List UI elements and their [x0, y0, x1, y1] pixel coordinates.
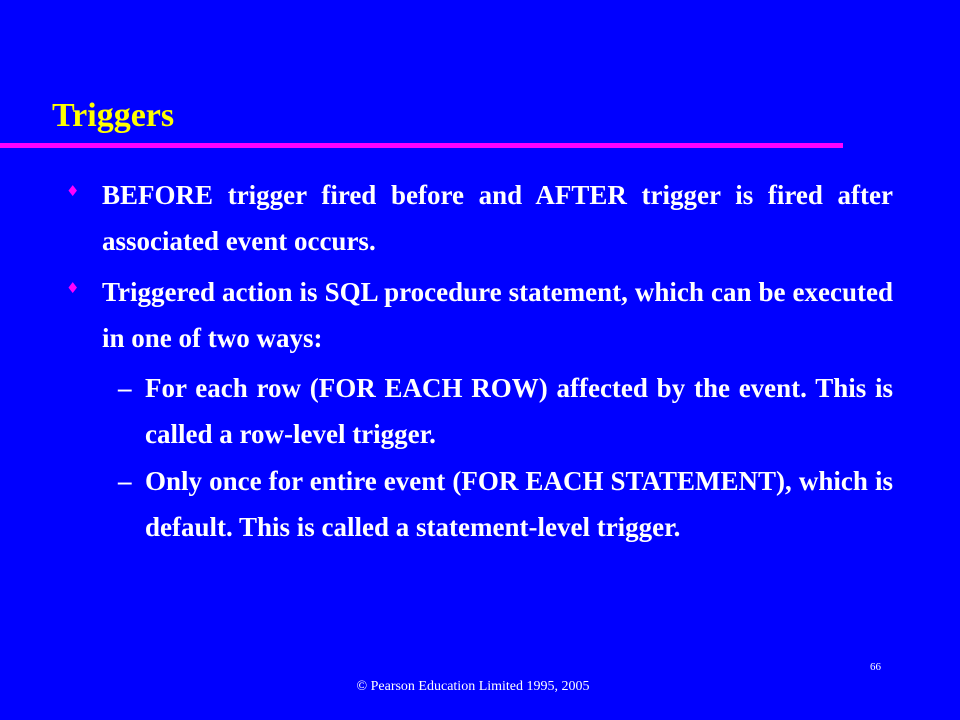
- title-underline: [0, 143, 843, 148]
- diamond-bullet-icon: ♦: [66, 182, 80, 200]
- page-number: 66: [870, 661, 881, 673]
- bullet-item: Triggered action is SQL procedure statement, which can be executed in one of two ways:: [102, 277, 893, 353]
- dash-bullet-icon: –: [118, 466, 132, 496]
- bullet-item: BEFORE trigger fired before and AFTER trigger is fired after associated event occurs.: [102, 180, 893, 256]
- sub-bullet-item: For each row (FOR EACH ROW) affected by the event. This is called a row-level trigger.: [145, 373, 893, 449]
- dash-bullet-icon: –: [118, 373, 132, 403]
- copyright-footer: © Pearson Education Limited 1995, 2005: [356, 679, 590, 694]
- sub-bullet-item: Only once for entire event (FOR EACH STATEMENT), which is default. This is called a statement-level trigger.: [145, 466, 893, 542]
- diamond-bullet-icon: ♦: [66, 279, 80, 297]
- slide-title: Triggers: [52, 97, 175, 134]
